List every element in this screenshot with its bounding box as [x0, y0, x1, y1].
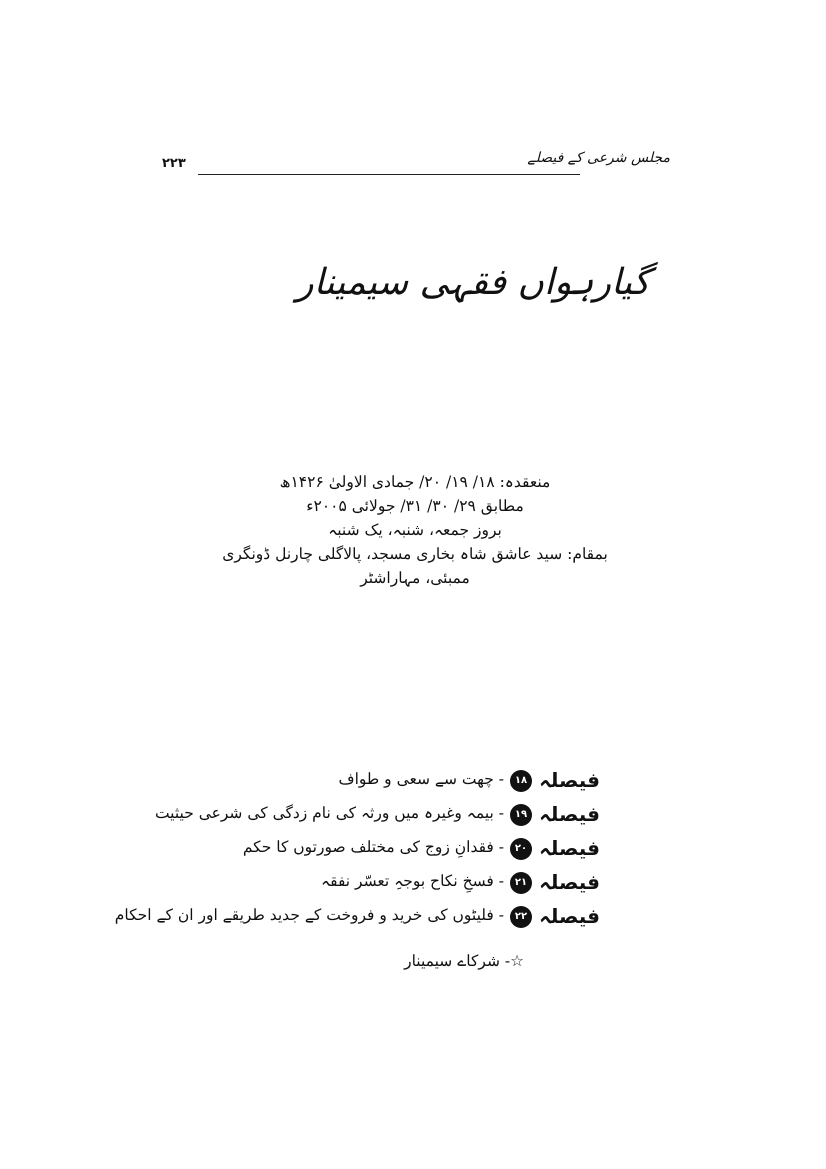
held-on-line: منعقدہ: ۱۸/ ۱۹/ ۲۰/ جمادی الاولیٰ ۱۴۲۶ھ: [279, 473, 551, 491]
decision-topic: - فقدانِ زوج کی مختلف صورتوں کا حکم: [242, 838, 504, 856]
decision-number-badge: ۱۸: [510, 770, 532, 792]
participants-line: ☆- شرکاے سیمینار: [404, 952, 524, 970]
decision-number-badge: ۲۲: [510, 906, 532, 928]
decision-number-badge: ۲۱: [510, 872, 532, 894]
decision-list: [114, 766, 600, 936]
days-line: بروز جمعہ، شنبہ، یک شنبہ: [328, 521, 502, 539]
decision-word: فیصلہ: [539, 870, 600, 894]
decision-topic: - چھت سے سعی و طواف: [338, 770, 504, 788]
book-title: مجلس شرعی کے فیصلے: [527, 150, 670, 166]
decision-word: فیصلہ: [539, 836, 600, 860]
page-header: [160, 150, 670, 180]
seminar-details: [200, 470, 630, 590]
decision-item: [140, 834, 600, 868]
decision-number-badge: ۲۰: [510, 838, 532, 860]
page-number: ۲۲۳: [162, 156, 186, 171]
venue-line: بمقام: سید عاشق شاہ بخاری مسجد، پالاگلی چارنل ڈونگری: [222, 545, 608, 563]
decision-word: فیصلہ: [539, 768, 600, 792]
decision-topic: - فلیٹوں کی خرید و فروخت کے جدید طریقے اور ان کے احکام: [114, 906, 504, 924]
decision-item: [114, 902, 600, 936]
city-line: ممبئی، مہاراشٹر: [360, 569, 470, 587]
decision-word: فیصلہ: [539, 904, 600, 928]
decision-item: [140, 766, 600, 800]
decision-topic: - فسخِ نکاح بوجہِ تعسّر نفقہ: [321, 872, 504, 890]
decision-number-badge: ۱۹: [510, 804, 532, 826]
seminar-title: گیارہواں فقہی سیمینار: [296, 262, 650, 303]
header-rule: [198, 174, 580, 175]
decision-item: [140, 868, 600, 902]
decision-item: [140, 800, 600, 834]
corresponding-date-line: مطابق ۲۹/ ۳۰/ ۳۱/ جولائی ۲۰۰۵ء: [306, 497, 524, 515]
decision-topic: - بیمہ وغیرہ میں ورثہ کی نام زدگی کی شرعی حیثیت: [154, 804, 504, 822]
decision-word: فیصلہ: [539, 802, 600, 826]
